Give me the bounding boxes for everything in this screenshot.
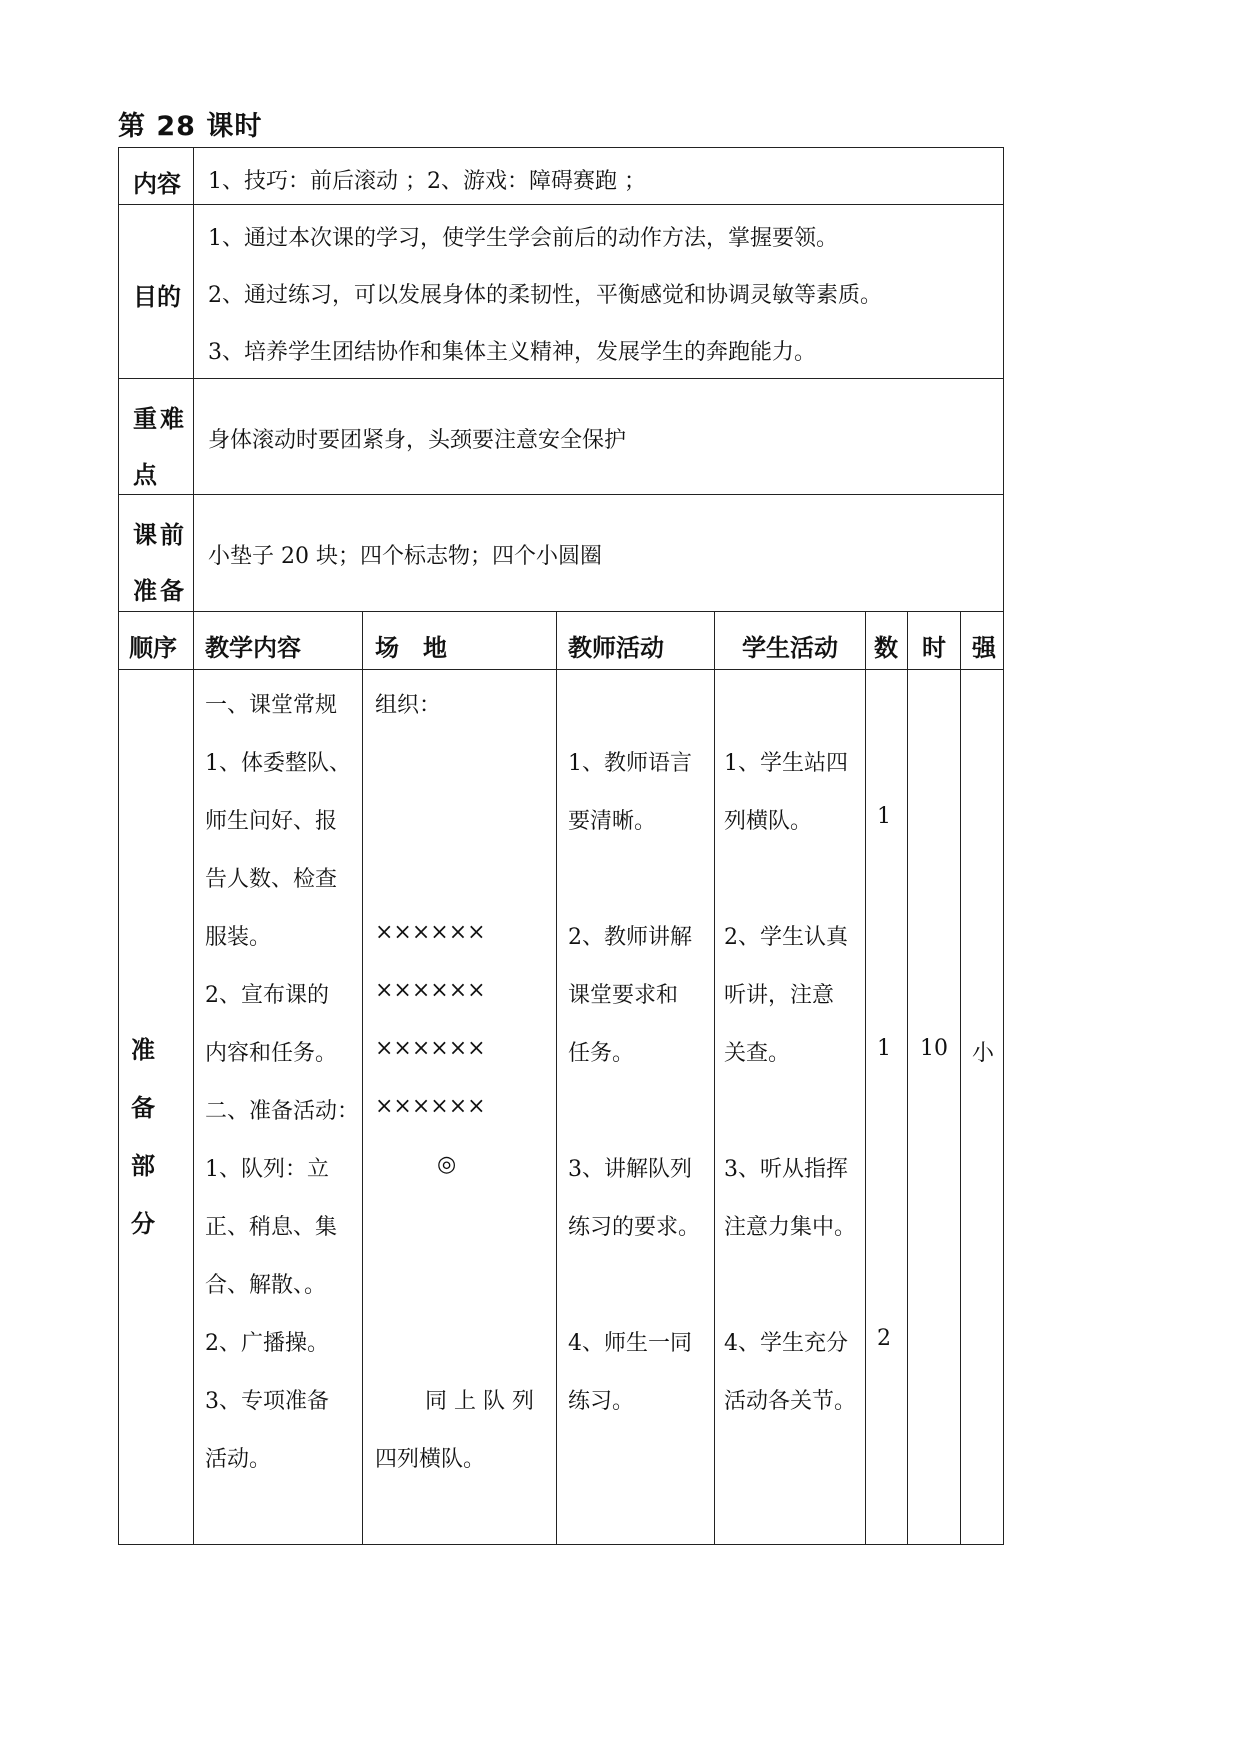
preparation-text: 小垫子 20 块；四个标志物；四个小圆圈 (208, 544, 602, 569)
label-content (119, 148, 194, 204)
count-value: 1 (877, 804, 891, 829)
preparation-label-1: 课前 (133, 521, 187, 549)
section-label-char-1: 准 (131, 1036, 155, 1064)
teaching-line: 正、稍息、集 (205, 1215, 338, 1240)
teacher-activity-line: 练习的要求。 (568, 1215, 701, 1240)
time-value: 10 (920, 1036, 948, 1061)
teacher-activity-line: 任务。 (568, 1041, 635, 1066)
teacher-activity-line: 2、教师讲解 (568, 925, 692, 950)
purpose-line-2: 2、通过练习，可以发展身体的柔韧性，平衡感觉和协调灵敏等素质。 (208, 283, 882, 308)
teacher-activity-line: 4、师生一同 (568, 1331, 692, 1356)
section-label-char-3: 部 (131, 1152, 155, 1180)
teaching-line: 内容和任务。 (205, 1041, 338, 1066)
label-key-points (119, 379, 194, 494)
purpose-line-3: 3、培养学生团结协作和集体主义精神，发展学生的奔跑能力。 (208, 340, 816, 365)
row-column-headers (118, 612, 1004, 670)
row-preparation (118, 495, 1004, 612)
formation-row: ×××××× (375, 1094, 486, 1119)
student-activity-line: 注意力集中。 (724, 1215, 857, 1240)
count-value: 1 (877, 1036, 891, 1061)
content-text: 1、技巧：前后滚动 ；2、游戏：障碍赛跑 ； (208, 169, 646, 194)
teaching-line: 一、课堂常规 (205, 693, 338, 718)
student-activity-line: 4、学生充分 (724, 1331, 848, 1356)
student-activity-line: 1、学生站四 (724, 751, 848, 776)
teacher-position-mark: ◎ (437, 1152, 457, 1177)
teaching-line: 告人数、检查 (205, 867, 338, 892)
venue-note-line: 四列横队。 (375, 1447, 486, 1472)
student-activity-line: 活动各关节。 (724, 1389, 857, 1414)
key-points-text: 身体滚动时要团紧身，头颈要注意安全保护 (208, 428, 627, 453)
teaching-line: 2、宣布课的 (205, 983, 329, 1008)
count-value: 2 (877, 1326, 891, 1351)
purpose-line-1: 1、通过本次课的学习，使学生学会前后的动作方法，掌握要领。 (208, 226, 838, 251)
student-activity-line: 3、听从指挥 (724, 1157, 848, 1182)
header-order: 顺序 (129, 634, 177, 662)
label-purpose (119, 205, 194, 378)
section-label-char-4: 分 (131, 1210, 155, 1238)
teacher-activity-line: 要清晰。 (568, 809, 657, 834)
header-teacher-activity: 教师活动 (568, 634, 664, 662)
teaching-line: 1、队列：立 (205, 1157, 329, 1182)
teaching-line: 二、准备活动： (205, 1099, 360, 1124)
venue-label: 组织： (375, 693, 442, 718)
formation-row: ×××××× (375, 1036, 486, 1061)
teaching-line: 3、专项准备 (205, 1389, 329, 1414)
row-key-points (118, 379, 1004, 495)
preparation-label-2: 准备 (133, 577, 187, 605)
teaching-line: 活动。 (205, 1447, 272, 1472)
formation-row: ×××××× (375, 978, 486, 1003)
section-label-char-2: 备 (131, 1094, 155, 1122)
header-student-activity: 学生活动 (742, 634, 838, 662)
teacher-activity-line: 1、教师语言 (568, 751, 692, 776)
purpose-label: 目的 (133, 283, 181, 311)
teaching-line: 1、体委整队、 (205, 751, 351, 776)
content-label: 内容 (133, 170, 181, 198)
label-preparation (119, 495, 194, 611)
intensity-value: 小 (972, 1041, 995, 1066)
lesson-table (118, 147, 1004, 1545)
teaching-line: 服装。 (205, 925, 272, 950)
venue-note-line: 同 上 队 列 (425, 1389, 534, 1414)
row-content (118, 147, 1004, 205)
student-activity-line: 列横队。 (724, 809, 813, 834)
header-intensity: 强 (972, 634, 996, 662)
key-points-label-2: 点 (133, 461, 157, 489)
teaching-line: 合、解散、。 (205, 1273, 327, 1298)
header-venue: 场 地 (375, 634, 447, 662)
teacher-activity-line: 3、讲解队列 (568, 1157, 692, 1182)
teacher-activity-line: 课堂要求和 (568, 983, 679, 1008)
row-preparation-section (118, 670, 1004, 1545)
teacher-activity-line: 练习。 (568, 1389, 635, 1414)
student-activity-line: 关查。 (724, 1041, 791, 1066)
student-activity-line: 听讲，注意 (724, 983, 835, 1008)
header-count: 数 (874, 634, 898, 662)
formation-row: ×××××× (375, 920, 486, 945)
student-activity-line: 2、学生认真 (724, 925, 848, 950)
teaching-line: 师生问好、报 (205, 809, 338, 834)
header-time: 时 (922, 634, 946, 662)
row-purpose (118, 205, 1004, 379)
teaching-line: 2、广播操。 (205, 1331, 329, 1356)
header-teaching-content: 教学内容 (205, 634, 301, 662)
page-title: 第 28 课时 (118, 111, 263, 142)
key-points-label-1: 重难 (133, 405, 187, 433)
